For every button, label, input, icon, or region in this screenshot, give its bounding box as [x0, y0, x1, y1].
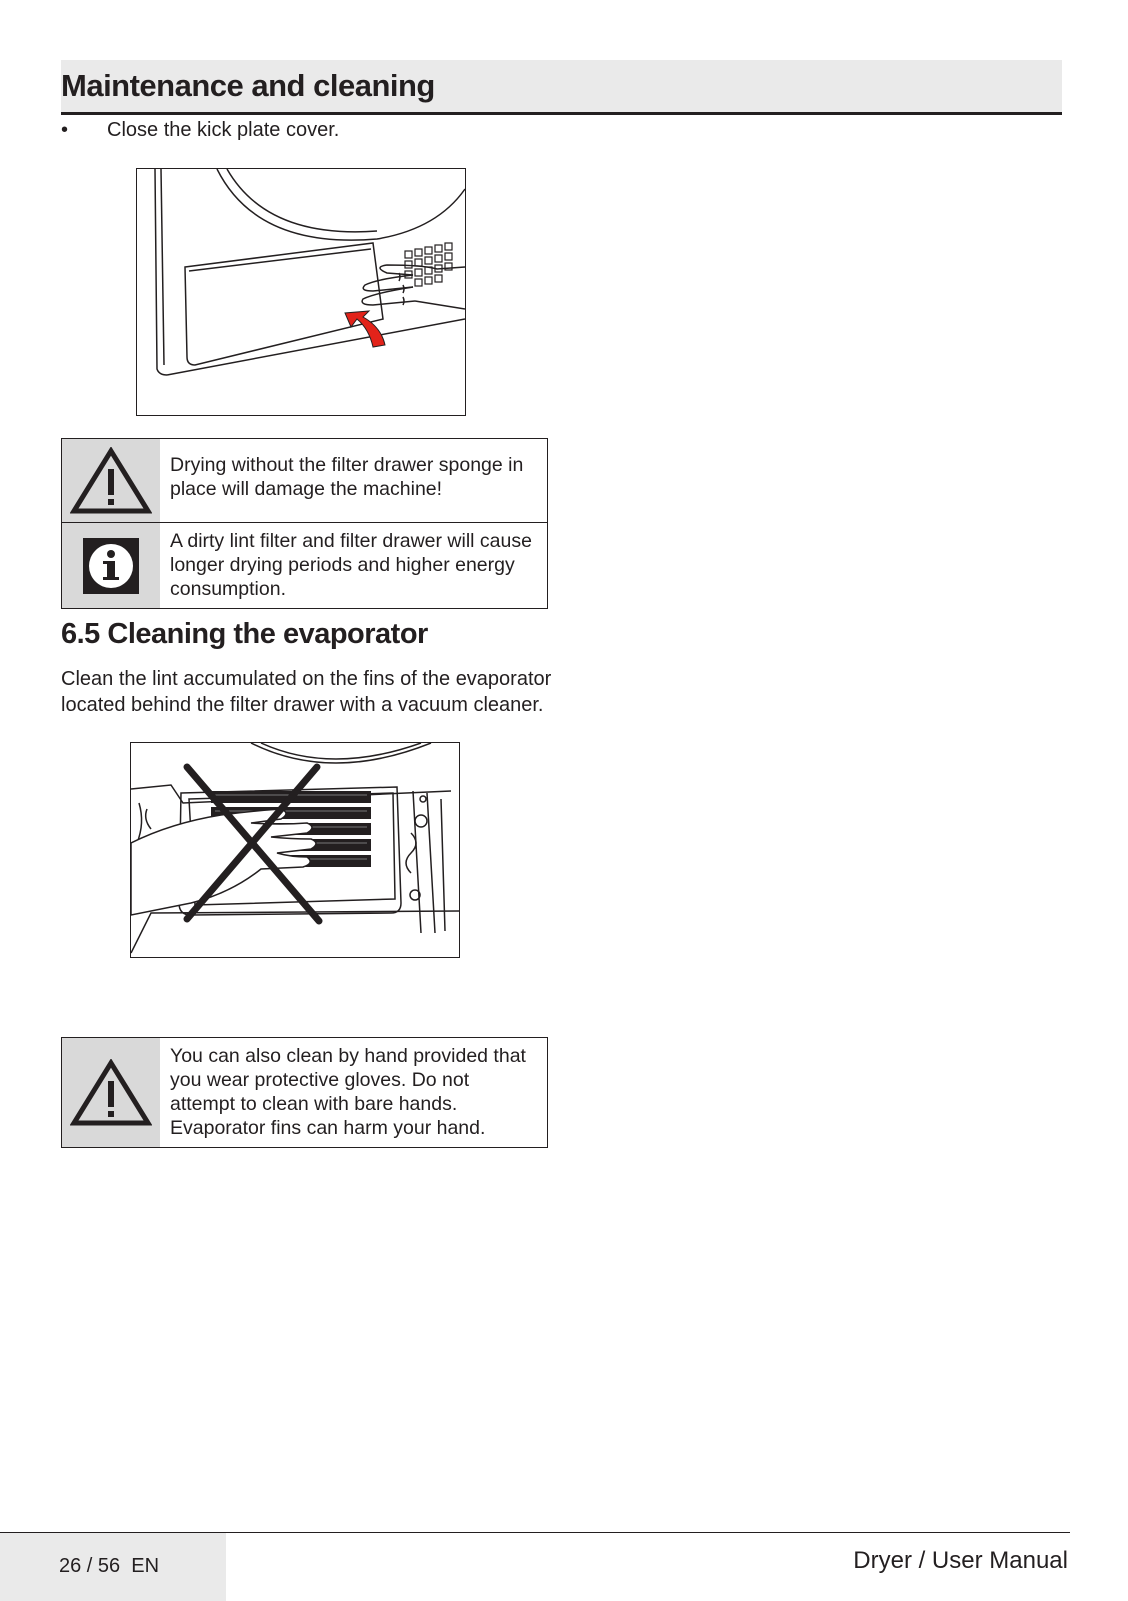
page-number: 26 / 56 EN — [59, 1555, 160, 1577]
step-text: Close the kick plate cover. — [107, 119, 340, 141]
bullet-marker: • — [61, 119, 69, 141]
info-icon — [81, 536, 141, 596]
warning-icon-cell — [62, 439, 160, 522]
section-heading: 6.5 Cleaning the evaporator — [61, 618, 428, 650]
warning-notice — [62, 439, 547, 522]
footer-page-box — [0, 1533, 226, 1601]
section-header-bar — [61, 60, 1062, 115]
notice-table-top — [61, 438, 548, 609]
warning-icon-cell — [62, 1038, 160, 1147]
notice-table-bottom — [61, 1037, 548, 1148]
document-title: Dryer / User Manual — [853, 1547, 1068, 1574]
warning-text: Drying without the filter drawer sponge in place will damage the machine! — [170, 454, 524, 500]
section-body: Clean the lint accumulated on the fins of the evaporator located behind the filter drawer with a vacuum cleaner. — [61, 668, 552, 716]
warning-text-gloves: You can also clean by hand provided that you wear protective gloves. Do not attempt to clean with bare hands. Evaporator fins can harm your hand. — [170, 1045, 526, 1139]
warning-notice-gloves — [62, 1038, 547, 1147]
kick-plate-illustration — [136, 168, 466, 416]
info-notice — [62, 522, 547, 608]
info-text: A dirty lint filter and filter drawer will cause longer drying periods and higher energy consumption. — [170, 530, 532, 600]
warning-triangle-icon — [70, 1059, 152, 1127]
evaporator-illustration — [130, 742, 460, 958]
info-icon-cell — [62, 523, 160, 608]
warning-triangle-icon — [70, 447, 152, 515]
page-title: Maintenance and cleaning — [61, 68, 435, 103]
